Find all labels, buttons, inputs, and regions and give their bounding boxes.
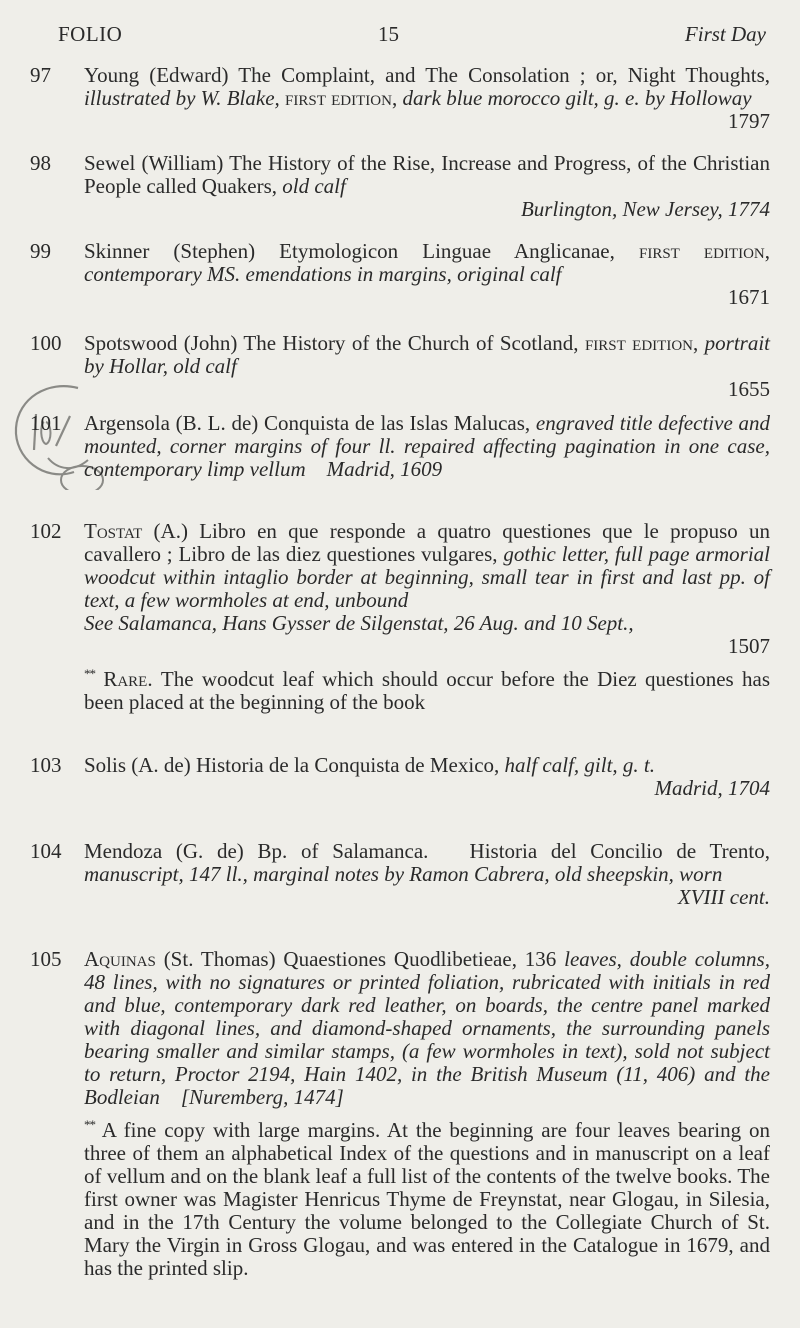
folio-label: FOLIO bbox=[58, 22, 123, 46]
lot-number: 98 bbox=[30, 151, 51, 175]
entry-date: 1507 bbox=[728, 634, 770, 658]
entry-description: Young (Edward) The Complaint, and The Consolation ; or, Night Thoughts, illustrated by W. Blake, first edition, dark blue morocco gilt, g. e. by Holloway bbox=[84, 63, 770, 110]
page-header bbox=[58, 22, 766, 52]
entry-date: 1797 bbox=[728, 109, 770, 133]
catalogue-entry bbox=[30, 151, 770, 221]
sale-day: First Day bbox=[684, 22, 766, 46]
catalogue-entry bbox=[30, 331, 770, 401]
catalogue-entry bbox=[30, 519, 771, 714]
entry-description: Mendoza (G. de) Bp. of Salamanca. Historia del Concilio de Trento, manuscript, 147 ll., marginal notes by Ramon Cabrera, old sheepskin, worn bbox=[84, 839, 770, 886]
lot-number: 100 bbox=[30, 331, 62, 355]
entry-date: 1655 bbox=[728, 377, 770, 401]
catalogue-entry bbox=[30, 753, 770, 800]
lot-number: 103 bbox=[30, 753, 62, 777]
entry-date: 1671 bbox=[728, 285, 770, 309]
page-number: 15 bbox=[378, 22, 399, 46]
entry-imprint: See Salamanca, Hans Gysser de Silgenstat, 26 Aug. and 10 Sept., bbox=[84, 611, 634, 635]
lot-number: 97 bbox=[30, 63, 51, 87]
entry-description: Skinner (Stephen) Etymologicon Linguae Anglicanae, first edition, contemporary MS. emendations in margins, original calf bbox=[84, 239, 770, 286]
catalogue-entry bbox=[30, 947, 770, 1280]
lot-number: 105 bbox=[30, 947, 62, 971]
entry-date: Burlington, New Jersey, 1774 bbox=[520, 197, 770, 221]
lot-number: 102 bbox=[30, 519, 62, 543]
catalogue-entry bbox=[30, 239, 770, 309]
entry-description: Solis (A. de) Historia de la Conquista de Mexico, half calf, gilt, g. t. bbox=[84, 753, 656, 777]
lot-number: 99 bbox=[30, 239, 51, 263]
entry-description: Argensola (B. L. de) Conquista de las Islas Malucas, engraved title defective and mounted, corner margins of four ll. repaired affecting pagination in one case, contemporary limp vellum Madrid, 1609 bbox=[84, 411, 770, 481]
entry-description: Tostat (A.) Libro en que responde a quatro questiones que le propuso un cavallero ; Libro de las diez questiones vulgares, gothic letter, full page armorial woodcut within intaglio border at beginning, small tear in first and last pp. of text, a few wormholes at end, unbound bbox=[84, 519, 771, 612]
entry-note: ** Rare. The woodcut leaf which should occur before the Diez questiones has been placed at the beginning of the book bbox=[84, 666, 770, 714]
catalogue-entry bbox=[30, 411, 770, 481]
lot-number: 101 bbox=[30, 411, 62, 435]
entry-description: Spotswood (John) The History of the Church of Scotland, first edition, portrait by Hollar, old calf bbox=[84, 331, 770, 378]
entry-description: Aquinas (St. Thomas) Quaestiones Quodlibetieae, 136 leaves, double columns, 48 lines, with no signatures or printed foliation, rubricated with initials in red and blue, contemporary dark red leather, on boards, the centre panel marked with diagonal lines, and diamond-shaped ornaments, the surrounding panels bearing smaller and similar stamps, (a few wormholes in text), sold not subject to return, Proctor 2194, Hain 1402, in the British Museum (11, 406) and the Bodleian [Nuremberg, 1474] bbox=[84, 947, 770, 1109]
entry-description: Sewel (William) The History of the Rise, Increase and Progress, of the Christian People called Quakers, old calf bbox=[84, 151, 770, 198]
catalogue-entry bbox=[30, 839, 770, 909]
catalogue-entry bbox=[30, 63, 770, 133]
entry-note: ** A fine copy with large margins. At the beginning are four leaves bearing on three of them an alphabetical Index of the questions and in manuscript on a leaf of vellum and on the blank leaf a full list of the contents of the twelve books. The first owner was Magister Henricus Thyme de Freynstat, near Glogau, in Silesia, and in the 17th Century the volume belonged to the Collegiate Church of St. Mary the Virgin in Gross Glogau, and was entered in the Catalogue in 1679, and has the printed slip. bbox=[84, 1117, 770, 1280]
entry-date: XVIII cent. bbox=[677, 885, 770, 909]
lot-number: 104 bbox=[30, 839, 62, 863]
entry-date: Madrid, 1704 bbox=[654, 776, 770, 800]
